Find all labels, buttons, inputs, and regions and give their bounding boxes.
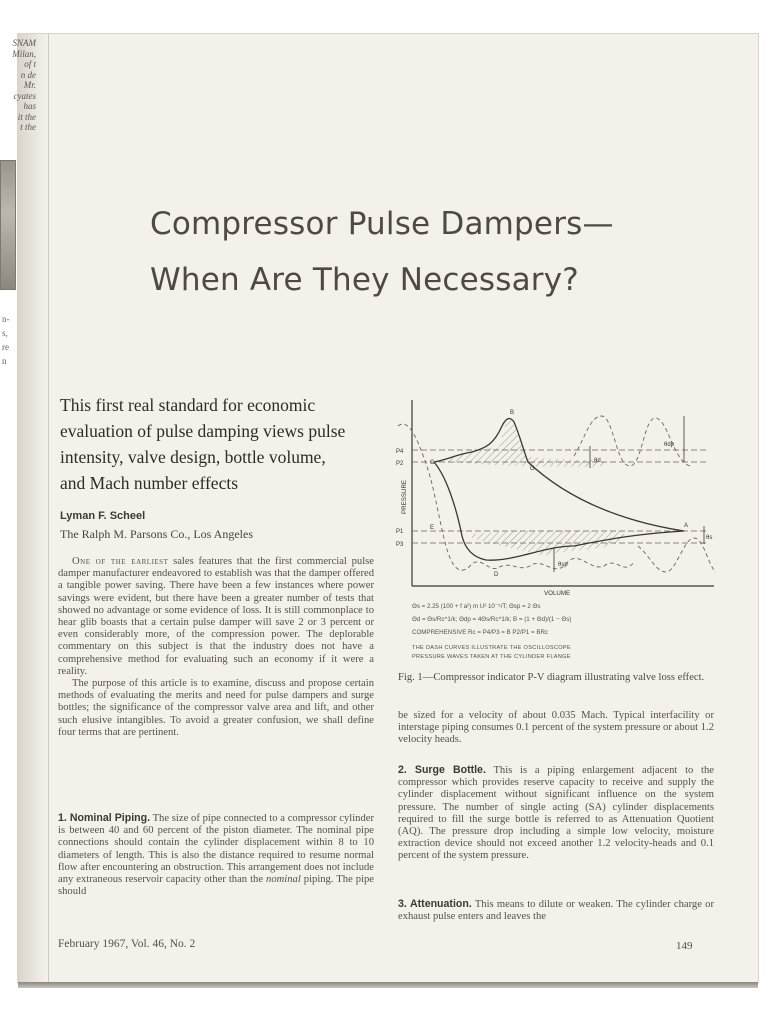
- bleed-line: SNAM: [12, 38, 36, 48]
- bleed-line: has: [23, 101, 36, 111]
- label-p2: P2: [396, 461, 404, 467]
- issue-line: February 1967, Vol. 46, No. 2: [58, 938, 196, 950]
- article-deck: This first real standard for economic evaluation of pulse damping views pulse intensity, valve design, bottle volume, and Mach number effects: [60, 395, 346, 493]
- label-d: D: [494, 572, 499, 578]
- pv-diagram: [394, 396, 720, 666]
- equation-1: Θs = 2.25 (100 + f a²) m U² 10⁻⁵/T; Θsp = 2 Θs: [412, 603, 541, 610]
- adjacent-page-bleed: [2, 38, 36, 133]
- paragraph-1-text: sales features that the first commercial pulse damper manufacturer endeavored to establish was that the damper offered a tangible power saving. There have been a few instances where power savings were evident, but there have been a greater number of tests that showed no advantage or some evidence of loss. It is still commonplace to hear glib boasts that a certain pulse damper will save 2 or 3 percent or even considerably more, of the compression power. The deplorable commentary on this subject is that the industry does not have a comprehensive method for evaluating such an economy if it were a reality.: [58, 556, 374, 677]
- compression-curve: [434, 419, 684, 531]
- title-line-2: When Are They Necessary?: [150, 262, 579, 298]
- section-1-text-a: The size of pipe connected to a compressor cylinder is between 40 and 60 percent of the piston diameter. The nominal pipe connections should contain the cylinder displacement within 8 to 10 diameters of length. This is also the distance required to resume normal flow after encountering an obstruction. This arrangement does not include any extraneous reservoir capacity other than the: [58, 813, 374, 886]
- section-1-italic: nominal: [266, 874, 301, 886]
- binding-edge: [18, 34, 49, 982]
- section-attenuation: [398, 898, 714, 923]
- section-1-continued-text: be sized for a velocity of about 0.035 Mach. Typical interfacility or interstage piping consumes 0.1 percent of the system pressure or about 1.2 velocity heads.: [398, 710, 714, 746]
- section-surge-bottle: [398, 764, 714, 863]
- discharge-loss-area: [444, 418, 604, 467]
- equation-2: Θd = Θs/Rc^1/k; Θdp = 4Θs/Rc^1/k; B = (1 + Θd)/(1 − Θs): [412, 616, 572, 623]
- bleed-line: n-: [2, 314, 10, 324]
- lead-in: One of the earliest: [72, 556, 169, 567]
- paragraph-1: [58, 556, 374, 678]
- label-b: B: [510, 410, 515, 416]
- adjacent-page-bleed-lower: [2, 312, 16, 368]
- label-theta-dp: θdp: [664, 442, 675, 448]
- bleed-line: s,: [2, 328, 8, 338]
- label-c: C: [430, 460, 435, 466]
- body-intro: [58, 556, 374, 739]
- bleed-line: it the: [17, 111, 36, 122]
- equation-3: COMPREHENSIVE Rc = P4/P3 = B P2/P1 = BRc: [412, 629, 549, 636]
- pv-diagram-figure: [394, 396, 720, 666]
- label-theta-sp: θsp: [558, 562, 568, 568]
- section-1-continued: [398, 710, 714, 747]
- section-1-paragraph: [58, 812, 374, 898]
- section-3-text: This means to dilute or weaken. The cylinder charge or exhaust pulse enters and leaves the: [398, 899, 714, 923]
- bleed-line: of t: [24, 59, 36, 69]
- article-title: [150, 196, 710, 308]
- oscilloscope-wave-discharge: [574, 416, 690, 466]
- y-axis-label: PRESSURE: [401, 479, 408, 514]
- section-3-paragraph: [398, 898, 714, 923]
- section-1-text-b: piping. The pipe should: [58, 874, 375, 898]
- caption-label: Fig. 1—: [398, 672, 434, 683]
- bleed-line: n: [2, 356, 7, 366]
- section-1-heading: 1. Nominal Piping.: [58, 812, 151, 824]
- section-2-text: This is a piping enlargement adjacent to the compressor which provides reserve capacity to receive and supply the cylinder displacement without significant influence on the system pressure. The number of single acting (SA) cylinder displacements required to fill the surge bottle is referred to as Attenuation Quotient (AQ). The pressure drop including a simple low velocity, moisture extraction device should not exceed another 1.2 velocity-heads and 0.1 percent of the system pressure.: [398, 765, 714, 862]
- bleed-line: cyates: [13, 90, 36, 101]
- adjacent-page-photo: [0, 160, 16, 290]
- label-p3: P3: [396, 542, 404, 548]
- label-theta-s: θs: [706, 535, 713, 541]
- label-e: E: [430, 525, 435, 531]
- label-p4: P4: [396, 449, 404, 455]
- label-theta-d: θd: [594, 458, 601, 464]
- label-g: G: [530, 466, 535, 472]
- bleed-line: n de: [20, 69, 36, 80]
- label-p1: P1: [396, 529, 404, 535]
- figure-note-2: PRESSURE WAVES TAKEN AT THE CYLINDER FLANGE: [412, 654, 571, 660]
- bleed-line: Milan,: [12, 48, 36, 59]
- figure-note-1: THE DASH CURVES ILLUSTRATE THE OSCILLOSCOPE: [412, 645, 571, 651]
- section-nominal-piping: [58, 812, 374, 898]
- section-2-heading: 2. Surge Bottle.: [398, 764, 486, 776]
- label-a: A: [684, 523, 689, 529]
- bleed-line: Mr.: [23, 80, 36, 90]
- bleed-line: re: [2, 342, 9, 352]
- section-3-heading: 3. Attenuation.: [398, 898, 472, 910]
- title-line-1: Compressor Pulse Dampers—: [150, 206, 614, 242]
- suction-loss-area: [472, 531, 624, 556]
- x-axis-label: VOLUME: [544, 590, 571, 597]
- figure-caption: [398, 672, 718, 684]
- paragraph-2: The purpose of this article is to examine, discuss and propose certain methods of evaluating the merits and need for pulse dampers and surge bottles; the significance of the compressor valve area and lift, and other such elusive intangibles. To avoid a greater confusion, we shall define four terms that are pertinent.: [58, 678, 374, 738]
- page-number: 149: [676, 940, 693, 952]
- bleed-line: t the: [20, 122, 36, 132]
- author-affiliation: The Ralph M. Parsons Co., Los Angeles: [60, 527, 253, 541]
- section-2-paragraph: [398, 764, 714, 863]
- caption-text: Compressor indicator P-V diagram illustrating valve loss effect.: [433, 672, 705, 683]
- author-name: Lyman F. Scheel: [60, 510, 146, 522]
